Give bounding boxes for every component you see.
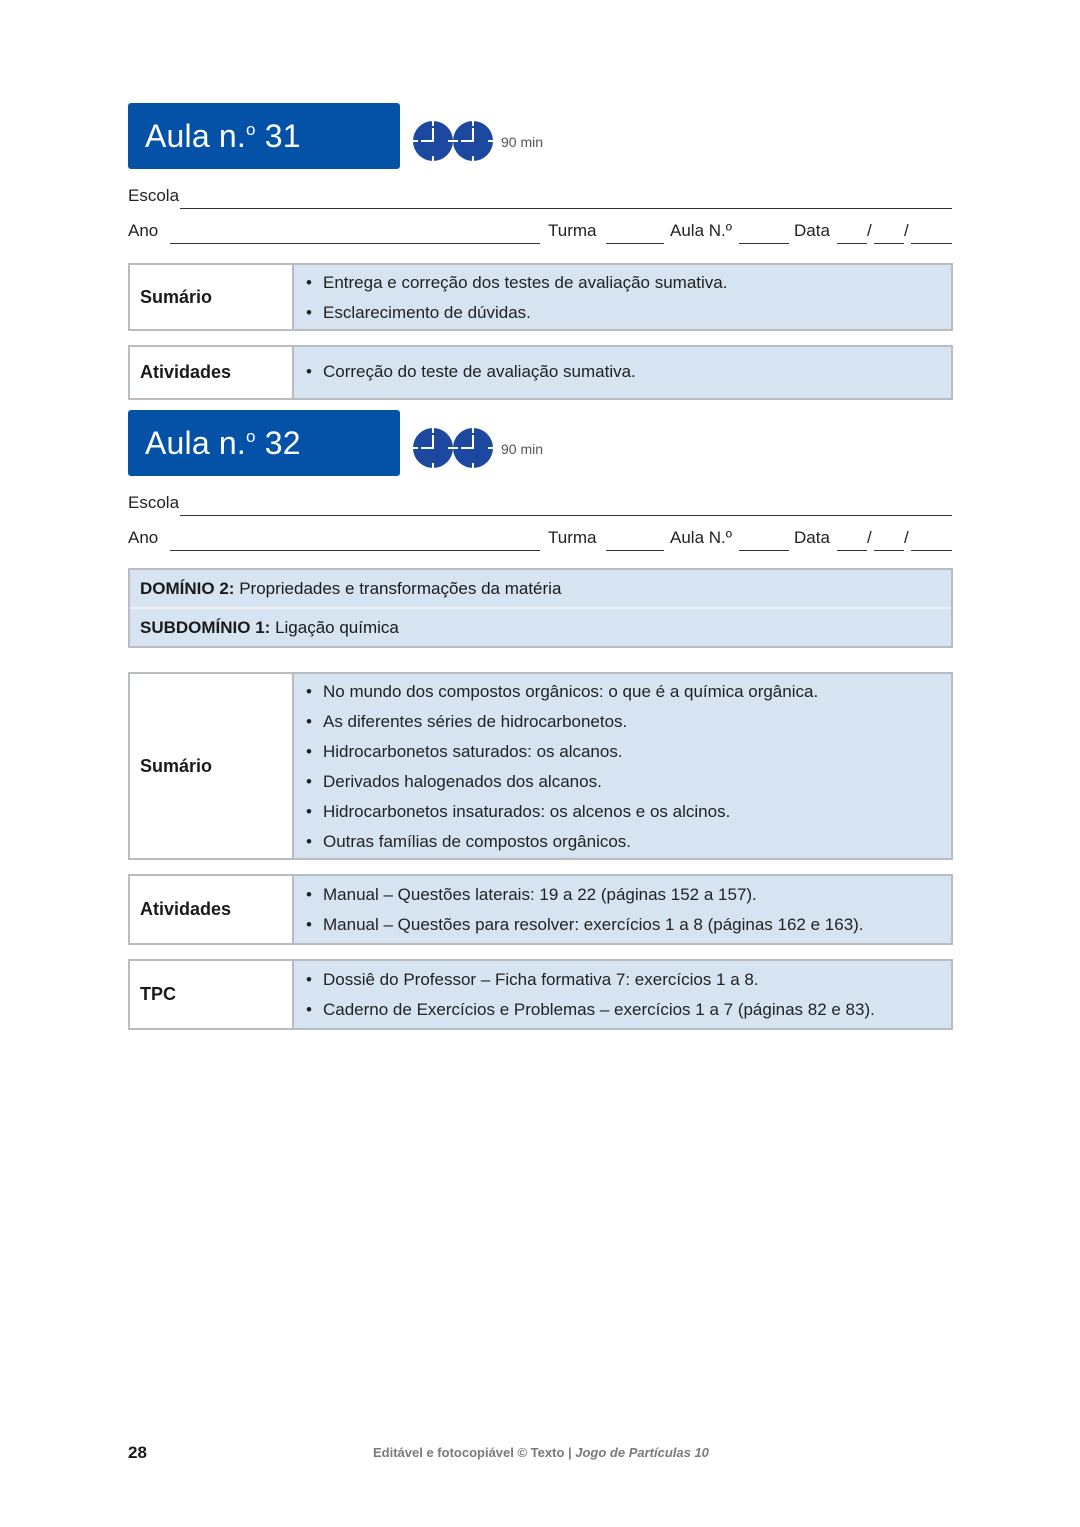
sumario-item: • Hidrocarbonetos insaturados: os alcenos e os alcinos. [306, 797, 951, 827]
lesson-32 [128, 410, 953, 1030]
atividades-item: • Manual – Questões para resolver: exercícios 1 a 8 (páginas 162 e 163). [306, 910, 951, 940]
sumario-content [294, 674, 951, 858]
date-separator: / [904, 528, 909, 547]
date-separator: / [904, 221, 909, 240]
clock-icon [412, 120, 454, 162]
aula-number-label: Aula N.º [670, 221, 732, 240]
clock-icon [452, 120, 494, 162]
turma-label: Turma [548, 221, 597, 240]
tpc-item: • Dossiê do Professor – Ficha formativa 7: exercícios 1 a 8. [306, 965, 951, 995]
atividades-box [128, 345, 953, 400]
clock-icon [452, 427, 494, 469]
date-year-field[interactable] [911, 221, 952, 244]
date-separator: / [867, 221, 872, 240]
ano-label: Ano [128, 221, 159, 240]
sumario-box [128, 263, 953, 331]
lesson-title [128, 410, 400, 476]
copyright-text: Editável e fotocopiável © Texto | [373, 1445, 576, 1460]
sumario-item: • No mundo dos compostos orgânicos: o que é a química orgânica. [306, 677, 951, 707]
duration-label: 90 min [501, 441, 544, 457]
escola-label: Escola [128, 493, 180, 512]
title-prefix: Aula n. [145, 425, 247, 461]
page-footer [128, 1443, 953, 1465]
date-month-field[interactable] [874, 221, 904, 244]
atividades-label: Atividades [130, 347, 294, 398]
ano-field[interactable] [170, 221, 540, 244]
sumario-item: • Derivados halogenados dos alcanos. [306, 767, 951, 797]
aula-number-label: Aula N.º [670, 528, 732, 547]
sumario-label: Sumário [130, 265, 294, 329]
escola-label: Escola [128, 186, 180, 205]
sumario-item: • As diferentes séries de hidrocarbonetos. [306, 707, 951, 737]
title-ordinal: o [246, 427, 256, 446]
subdominio-value: Ligação química [275, 618, 399, 637]
lesson-number: 31 [264, 118, 301, 154]
sumario-box [128, 672, 953, 860]
tpc-label: TPC [130, 961, 294, 1028]
sumario-item: • Esclarecimento de dúvidas. [306, 298, 951, 328]
sumario-item: • Entrega e correção dos testes de avaliação sumativa. [306, 268, 951, 298]
lesson-header [128, 103, 953, 171]
date-day-field[interactable] [837, 221, 867, 244]
atividades-content [294, 347, 951, 398]
escola-field[interactable] [180, 493, 952, 516]
turma-field[interactable] [606, 221, 664, 244]
class-info-row [128, 215, 953, 250]
dominio-value: Propriedades e transformações da matéria [239, 579, 562, 598]
clock-icon [412, 427, 454, 469]
sumario-label: Sumário [130, 674, 294, 858]
atividades-item: • Manual – Questões laterais: 19 a 22 (páginas 152 a 157). [306, 880, 951, 910]
subdominio-label: SUBDOMÍNIO 1: [140, 618, 271, 637]
duration-clocks [412, 427, 492, 469]
lesson-header [128, 410, 953, 478]
turma-field[interactable] [606, 528, 664, 551]
data-label: Data [794, 528, 830, 547]
duration-label: 90 min [501, 134, 544, 150]
ano-field[interactable] [170, 528, 540, 551]
aula-number-field[interactable] [739, 528, 789, 551]
book-title: Jogo de Partículas 10 [575, 1445, 709, 1460]
atividades-content [294, 876, 951, 943]
atividades-item: • Correção do teste de avaliação sumativa. [306, 357, 951, 387]
atividades-label: Atividades [130, 876, 294, 943]
turma-label: Turma [548, 528, 597, 547]
tpc-box [128, 959, 953, 1030]
lesson-31 [128, 103, 953, 400]
escola-field-row [128, 487, 953, 522]
date-month-field[interactable] [874, 528, 904, 551]
tpc-item: • Caderno de Exercícios e Problemas – exercícios 1 a 7 (páginas 82 e 83). [306, 995, 951, 1025]
subdominio-row [130, 607, 951, 646]
atividades-box [128, 874, 953, 945]
data-label: Data [794, 221, 830, 240]
ano-label: Ano [128, 528, 159, 547]
page-number: 28 [128, 1443, 147, 1462]
title-prefix: Aula n. [145, 118, 247, 154]
date-day-field[interactable] [837, 528, 867, 551]
lesson-title [128, 103, 400, 169]
class-info-row [128, 522, 953, 557]
duration-clocks [412, 120, 492, 162]
dominio-label: DOMÍNIO 2: [140, 579, 235, 598]
date-separator: / [867, 528, 872, 547]
lesson-number: 32 [264, 425, 301, 461]
sumario-content [294, 265, 951, 329]
date-year-field[interactable] [911, 528, 952, 551]
title-ordinal: o [246, 120, 256, 139]
escola-field[interactable] [180, 186, 952, 209]
sumario-item: • Hidrocarbonetos saturados: os alcanos. [306, 737, 951, 767]
domain-box [128, 568, 953, 648]
aula-number-field[interactable] [739, 221, 789, 244]
dominio-row [130, 570, 951, 607]
escola-field-row [128, 180, 953, 215]
tpc-content [294, 961, 951, 1028]
footer-credit [373, 1445, 709, 1460]
sumario-item: • Outras famílias de compostos orgânicos. [306, 827, 951, 857]
